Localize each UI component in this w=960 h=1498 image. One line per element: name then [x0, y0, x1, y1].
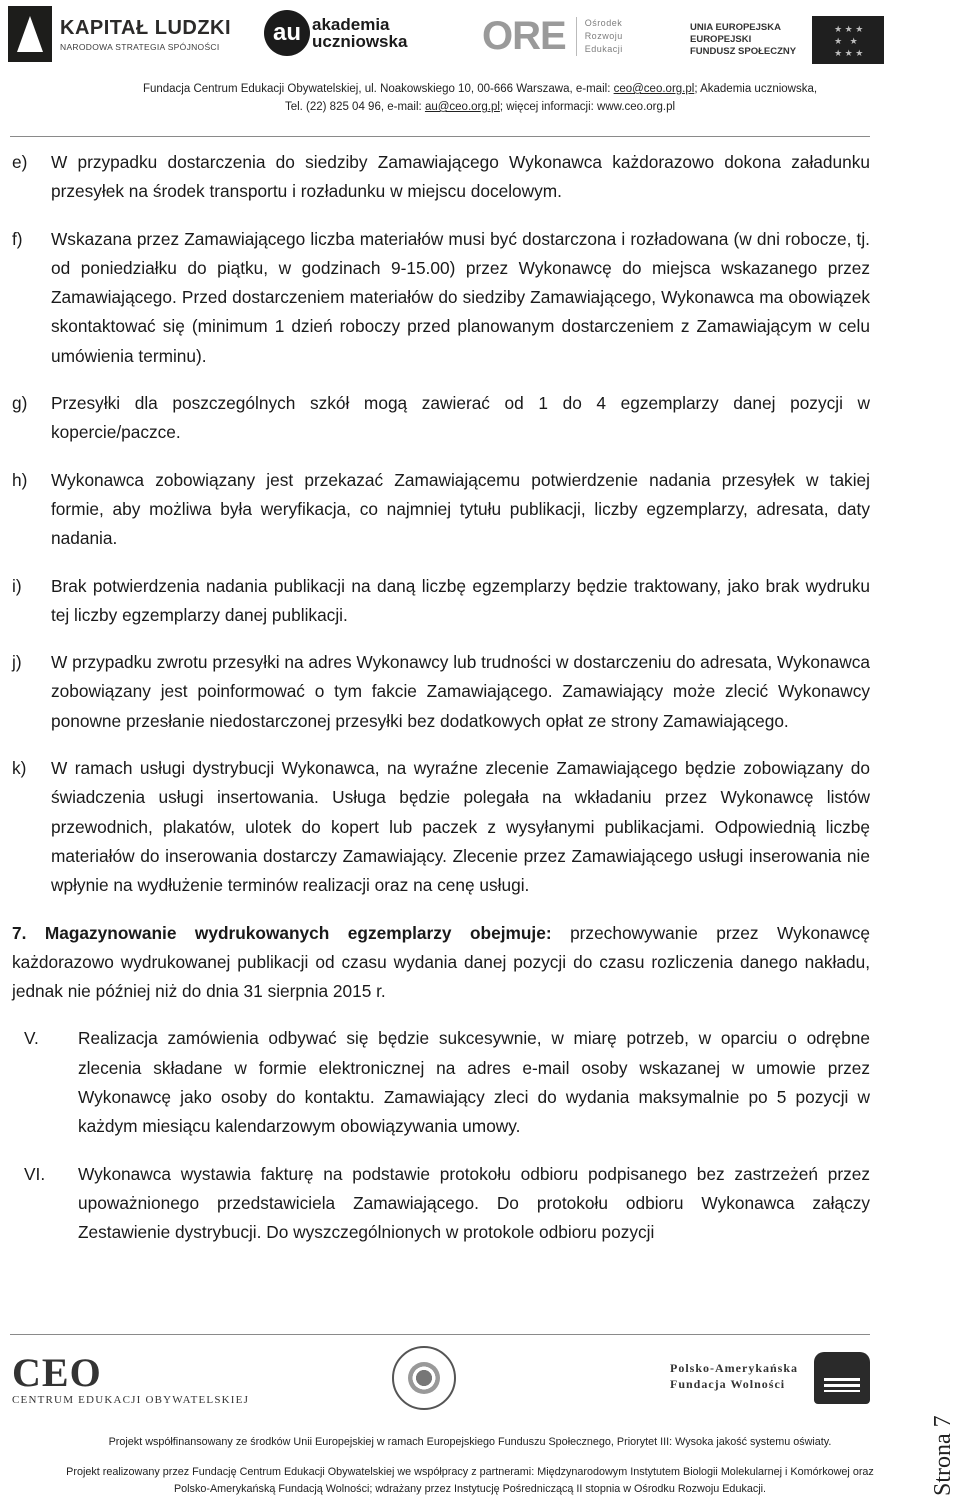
au-email-link[interactable]: au@ceo.org.pl: [424, 101, 500, 113]
document-body: [12, 148, 870, 1266]
list-item-g: [12, 389, 870, 448]
ore-logo: [482, 14, 623, 59]
akademia-uczniowska-logo: [264, 10, 407, 56]
section-VI: [12, 1160, 870, 1248]
section-7-paragraph: [12, 919, 870, 1007]
au-line1: akademia: [312, 15, 390, 34]
list-marker: e): [12, 152, 28, 172]
list-marker: g): [12, 393, 28, 414]
pafw-line1: Polsko-Amerykańska: [670, 1361, 799, 1375]
iimcb-seal-icon: [392, 1346, 456, 1410]
list-item-text: W przypadku zwrotu przesyłki na adres Wykonawcy lub trudności w dostarczeniu do adresata, Wykonawca zobowiązany jest poinformować o tym fakcie Zamawiającego. Zamawiający może zlecić Wykonawcy ponowne przesłanie niedostarczonej przesyłki bez dodatkowych opłat ze strony Zamawiającego.: [51, 652, 870, 731]
list-item-f: [12, 225, 870, 371]
pafw-line2: Fundacja Wolności: [670, 1377, 786, 1391]
list-item-text: W przypadku dostarczenia do siedziby Zamawiającego Wykonawca każdorazowo dokona załadunku przesyłek na środek transportu i rozładunku w miejscu docelowym.: [51, 152, 870, 202]
footer-logos: [0, 1346, 960, 1416]
ue-line1: UNIA EUROPEJSKA: [690, 22, 781, 33]
au-mark-icon: au: [264, 10, 310, 56]
ue-line2: EUROPEJSKI: [690, 34, 752, 45]
list-marker: f): [12, 228, 23, 249]
list-marker: h): [12, 469, 28, 490]
ue-line3: FUNDUSZ SPOŁECZNY: [690, 46, 797, 57]
kapital-ludzki-logo: [8, 6, 231, 62]
ore-line3: Edukacji: [584, 44, 623, 54]
page-number: Strona 7: [930, 1415, 956, 1496]
header-info-line1-tail: ; Akademia uczniowska,: [694, 83, 818, 95]
list-item-k: [12, 754, 870, 900]
section-VI-text: Wykonawca wystawia fakturę na podstawie protokołu odbioru podpisanego bez zastrzeżeń przez upoważnionego przedstawiciela Zamawiającego. Do protokołu odbioru Wykonawca załączy Zestawienie dystrybucji. Do wyszczególnionych w protokole odbioru pozycji: [78, 1163, 870, 1243]
ore-line1: Ośrodek: [584, 18, 623, 28]
list-item-e: [12, 148, 870, 207]
header-logos: [0, 0, 960, 78]
list-item-text: Wskazana przez Zamawiającego liczba materiałów musi być dostarczona i rozładowana (w dni robocze, tj. od poniedziałku do piątku, w godzinach 9-15.00) przez Wykonawcę do miejsca wskazanego przez Zamawiającego. Przed dostarczeniem materiałów do siedziby Zamawiającego, Wykonawca ma obowiązek skontaktować się (minimum 1 dzień roboczy przed planowanym dostarczeniem z Zamawiającym w celu umówienia terminu).: [51, 228, 870, 366]
roman-marker: VI.: [24, 1163, 46, 1184]
list-item-h: [12, 466, 870, 554]
list-item-i: [12, 572, 870, 631]
pafw-emblem-icon: [814, 1352, 870, 1404]
kapital-ludzki-subtitle: NARODOWA STRATEGIA SPÓJNOŚCI: [60, 41, 220, 52]
footer-cofinancing-note: Projekt współfinansowany ze środków Unii Europejskiej w ramach Europejskiego Funduszu Społecznego, Priorytet III: Wysoka jakość systemu oświaty.: [108, 1436, 832, 1448]
section-V: [12, 1024, 870, 1141]
list-item-text: Wykonawca zobowiązany jest przekazać Zamawiającemu potwierdzenie nadania przesyłek w takiej formie, aby możliwa była weryfikacja, co najmniej tytułu publikacji, liczby egzemplarzy, adresata, daty nadania.: [51, 469, 870, 549]
au-line2: uczniowska: [312, 32, 408, 51]
section-V-text: Realizacja zamówienia odbywać się będzie sukcesywnie, w miarę potrzeb, w oparciu o odrębne zlecenia składane w formie elektronicznej na adres e-mail osoby wskazanej w umowie przez Wykonawcę jako osoby do kontaktu. Zamawiający zleci do wydania maksymalnie po 5 pozycji w każdym miesiącu kalendarzowym obowiązywania umowy.: [78, 1028, 870, 1137]
kapital-ludzki-title: KAPITAŁ LUDZKI: [60, 16, 232, 39]
footer-implementation-note: Polsko-Amerykańską Fundacją Wolności; wdrażany przez Instytucję Pośredniczącą II stopnia w Ośrodku Rozwoju Edukacji.: [173, 1483, 767, 1495]
footer-divider: [10, 1334, 870, 1335]
ceo-email-link[interactable]: ceo@ceo.org.pl: [613, 83, 695, 95]
list-item-text: W ramach usługi dystrybucji Wykonawca, na wyraźne zlecenie Zamawiającego będzie zobowiązany do świadczenia usługi insertowania. Usługa będzie polegała na wkładaniu przez Wykonawcę listów przewodnich, plakatów, ulotek do kopert lub paczek z wysyłanymi publikacjami. Odpowiednią liczbę materiałów do inserowania dostarczy Zamawiający. Zlecenie przez Zamawiającego usługi inserowania nie wpłynie na wydłużenie terminów realizacji oraz na cenę usługi.: [51, 758, 870, 896]
roman-marker: V.: [24, 1028, 39, 1049]
list-item-j: [12, 648, 870, 736]
ore-mark: ORE: [482, 14, 566, 58]
header-divider: [10, 136, 870, 137]
list-item-text: Brak potwierdzenia nadania publikacji na daną liczbę egzemplarzy będzie traktowany, jako brak wydruku tej liczby egzemplarzy danej publikacji.: [51, 575, 870, 625]
ue-logo: [690, 16, 884, 64]
ceo-logo: [12, 1350, 250, 1406]
ore-line2: Rozwoju: [584, 31, 623, 41]
section-7-heading: 7. Magazynowanie wydrukowanych egzemplarzy obejmuje:: [12, 922, 552, 943]
section-7-text: przechowywanie przez Wykonawcę każdorazowo wydrukowanej publikacji od czasu wydania danej pozycji do czasu rozliczenia danego nakładu, jednak nie później niż do dnia 31 sierpnia 2015 r.: [12, 922, 871, 1002]
list-item-text: Przesyłki dla poszczególnych szkół mogą zawierać od 1 do 4 egzemplarzy danej pozycji w kopercie/paczce.: [51, 393, 870, 443]
eu-flag-icon: [812, 16, 884, 64]
header-info-line1: [0, 80, 960, 98]
footer-partners-note: Projekt realizowany przez Fundację Centrum Edukacji Obywatelskiej we współpracy z partnerami: Międzynarodowym Instytutem Biologii Molekularnej i Komórkowej oraz: [66, 1466, 874, 1478]
list-marker: j): [12, 652, 22, 673]
header-info-line2: [0, 98, 960, 116]
list-marker: i): [12, 575, 22, 596]
ceo-name: CENTRUM EDUKACJI OBYWATELSKIEJ: [12, 1394, 250, 1406]
header-info-line1-text: Fundacja Centrum Edukacji Obywatelskiej, ul. Noakowskiego 10, 00-666 Warszawa, e-mail:: [142, 83, 614, 95]
ceo-mark: CEO: [12, 1350, 102, 1395]
pafw-logo: [670, 1360, 798, 1392]
header-contact-info: [0, 80, 960, 116]
list-marker: k): [12, 758, 27, 779]
kapital-ludzki-flag-icon: [8, 6, 52, 62]
header-info-line2-text: Tel. (22) 825 04 96, e-mail:: [284, 101, 425, 113]
header-info-line2-tail: ; więcej informacji: www.ceo.org.pl: [499, 101, 676, 113]
